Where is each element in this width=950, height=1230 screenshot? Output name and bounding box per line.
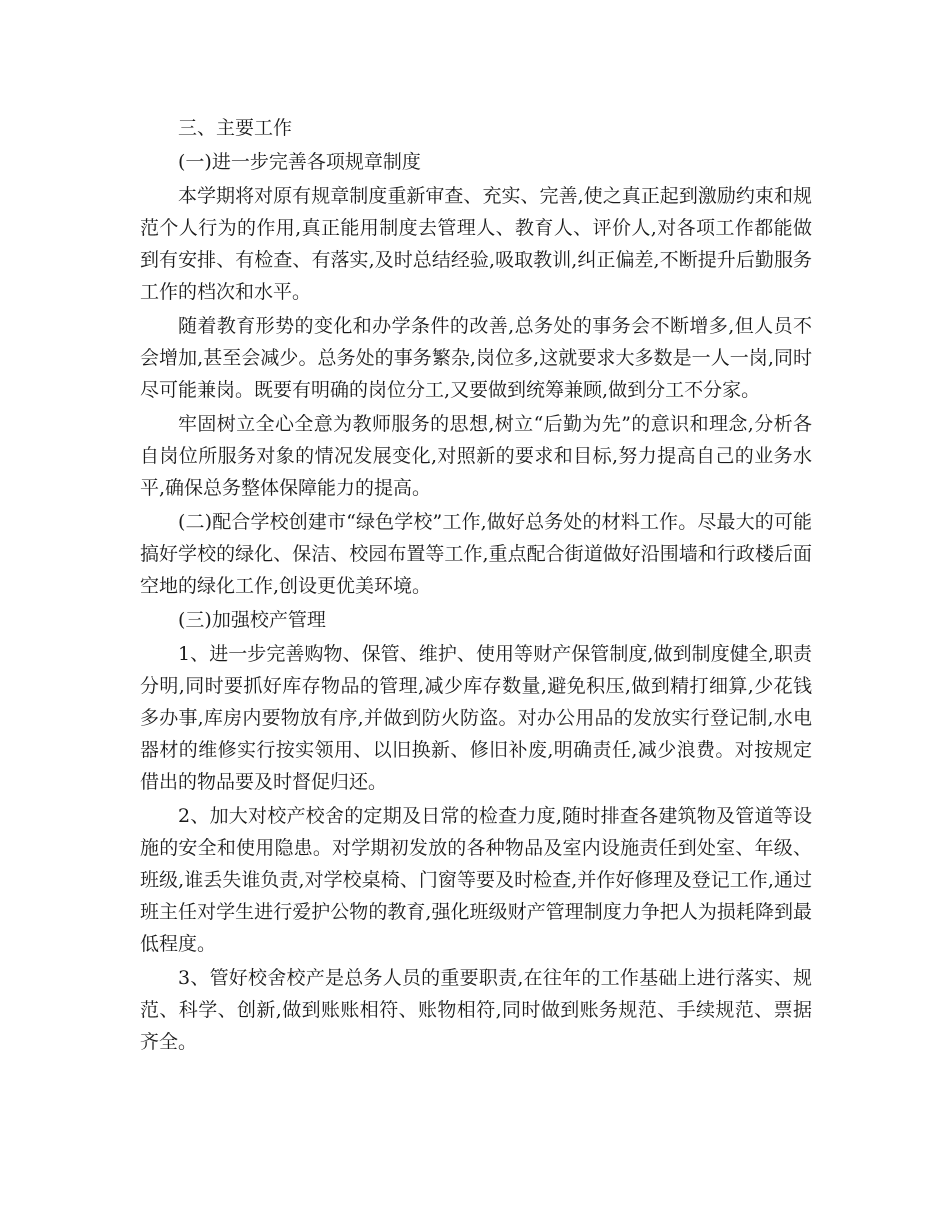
paragraph: 牢固树立全心全意为教师服务的思想,树立“后勤为先”的意识和理念,分析各自岗位所服务对象的情况发展变化,对照新的要求和目标,努力提高自己的业务水平,确保总务整体保障能力的提高。	[140, 413, 812, 499]
paragraph: 随着教育形势的变化和办学条件的改善,总务处的事务会不断增多,但人员不会增加,甚至会减少。总务处的事务繁杂,岗位多,这就要求大多数是一人一岗,同时尽可能兼岗。既要有明确的岗位分工,又要做到统筹兼顾,做到分工不分家。	[140, 315, 812, 401]
document-body	[140, 112, 812, 1060]
paragraph: 3、管好校舍校产是总务人员的重要职责,在往年的工作基础上进行落实、规范、科学、创新,做到账账相符、账物相符,同时做到账务规范、手续规范、票据齐全。	[140, 967, 812, 1053]
section-heading: 三、主要工作	[178, 117, 293, 139]
paragraph: 2、加大对校产校舍的定期及日常的检查力度,随时排查各建筑物及管道等设施的安全和使用隐患。对学期初发放的各种物品及室内设施责任到处室、年级、班级,谁丢失谁负责,对学校桌椅、门窗等要及时检查,并作好修理及登记工作,通过班主任对学生进行爱护公物的教育,强化班级财产管理制度力争把人为损耗降到最低程度。	[140, 805, 812, 955]
subsection-heading-1: (一)进一步完善各项规章制度	[178, 151, 421, 173]
paragraph: 本学期将对原有规章制度重新审查、充实、完善,使之真正起到激励约束和规范个人行为的作用,真正能用制度去管理人、教育人、评价人,对各项工作都能做到有安排、有检查、有落实,及时总结经验,吸取教训,纠正偏差,不断提升后勤服务工作的档次和水平。	[140, 185, 812, 303]
paragraph: (二)配合学校创建市“绿色学校”工作,做好总务处的材料工作。尽最大的可能搞好学校的绿化、保洁、校园布置等工作,重点配合街道做好沿围墙和行政楼后面空地的绿化工作,创设更优美环境。	[140, 511, 812, 597]
paragraph: 1、进一步完善购物、保管、维护、使用等财产保管制度,做到制度健全,职责分明,同时要抓好库存物品的管理,减少库存数量,避免积压,做到精打细算,少花钱多办事,库房内要物放有序,并做到防火防盗。对办公用品的发放实行登记制,水电器材的维修实行按实领用、以旧换新、修旧补废,明确责任,减少浪费。对按规定借出的物品要及时督促归还。	[140, 643, 812, 793]
subsection-heading-3: (三)加强校产管理	[178, 609, 326, 631]
